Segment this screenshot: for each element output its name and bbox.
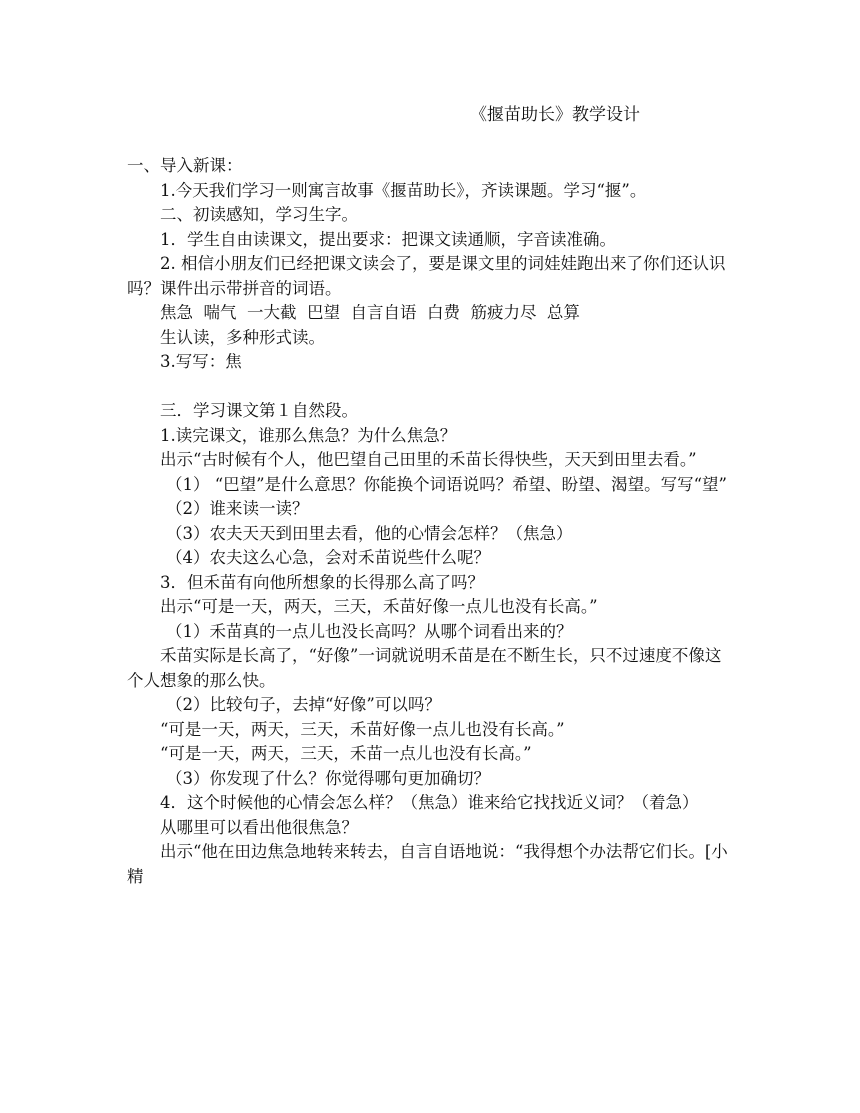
paragraph: 出示“古时候有个人，他巴望自己田里的禾苗长得快些，天天到田里去看。” bbox=[160, 450, 697, 469]
sub-question: （3）农夫天天到田里去看，他的心情会怎样？（焦急） bbox=[166, 523, 573, 543]
section-heading-reading: 二、初读感知，学习生字。 bbox=[160, 205, 358, 224]
sub-question: （2）谁来读一读？ bbox=[166, 499, 309, 518]
document-title: 《揠苗助长》教学设计 bbox=[470, 105, 640, 125]
paragraph: 1．学生自由读课文，提出要求：把课文读通顺，字音读准确。 bbox=[160, 229, 616, 249]
paragraph: “可是一天，两天，三天，禾苗一点儿也没有长高。” bbox=[160, 744, 532, 763]
section-heading-intro: 一、导入新课： bbox=[127, 156, 243, 175]
paragraph: 出示“可是一天，两天，三天，禾苗好像一点儿也没有长高。” bbox=[160, 597, 598, 616]
paragraph: 从哪里可以看出他很焦急？ bbox=[160, 817, 358, 837]
paragraph: 4．这个时候他的心情会怎么样？（焦急）谁来给它找找近义词？（着急） bbox=[160, 793, 699, 812]
sub-question: （4）农夫这么心急，会对禾苗说些什么呢？ bbox=[166, 548, 490, 567]
section-heading-study: 三．学习课文第１自然段。 bbox=[160, 401, 358, 420]
paragraph: 禾苗实际是长高了，“好像”一词就说明禾苗是在不断生长，只不过速度不像这个人想象的那么快。 bbox=[127, 646, 722, 690]
paragraph: 2. 相信小朋友们已经把课文读会了，要是课文里的词娃娃跑出来了你们还认识吗？课件出示带拼音的词语。 bbox=[127, 254, 726, 298]
blank-line bbox=[127, 375, 737, 400]
paragraph: 1.今天我们学习一则寓言故事《揠苗助长》，齐读课题。学习“揠”。 bbox=[160, 180, 647, 200]
paragraph: 3．但禾苗有向他所想象的长得那么高了吗？ bbox=[160, 572, 484, 592]
paragraph: “可是一天，两天，三天，禾苗好像一点儿也没有长高。” bbox=[160, 719, 565, 739]
paragraph: 3.写写：焦 bbox=[160, 352, 242, 371]
paragraph: 出示“他在田边焦急地转来转去，自言自语地说：“我得想个办法帮它们长。[小精 bbox=[127, 842, 728, 886]
sub-question: （1）禾苗真的一点儿也没长高吗？从哪个词看出来的？ bbox=[166, 621, 573, 641]
sub-question: （1） “巴望”是什么意思？你能换个词语说吗？希望、盼望、渴望。写写“望” bbox=[166, 474, 727, 494]
vocabulary-list: 焦急 喘气 一大截 巴望 自言自语 白费 筋疲力尽 总算 bbox=[160, 303, 580, 322]
sub-question: （2）比较句子，去掉“好像”可以吗？ bbox=[166, 695, 441, 714]
sub-question: （3）你发现了什么？你觉得哪句更加确切？ bbox=[166, 768, 490, 788]
paragraph: 1.读完课文，谁那么焦急？为什么焦急？ bbox=[160, 425, 457, 445]
paragraph: 生认读，多种形式读。 bbox=[160, 327, 325, 347]
document-body bbox=[127, 154, 737, 889]
